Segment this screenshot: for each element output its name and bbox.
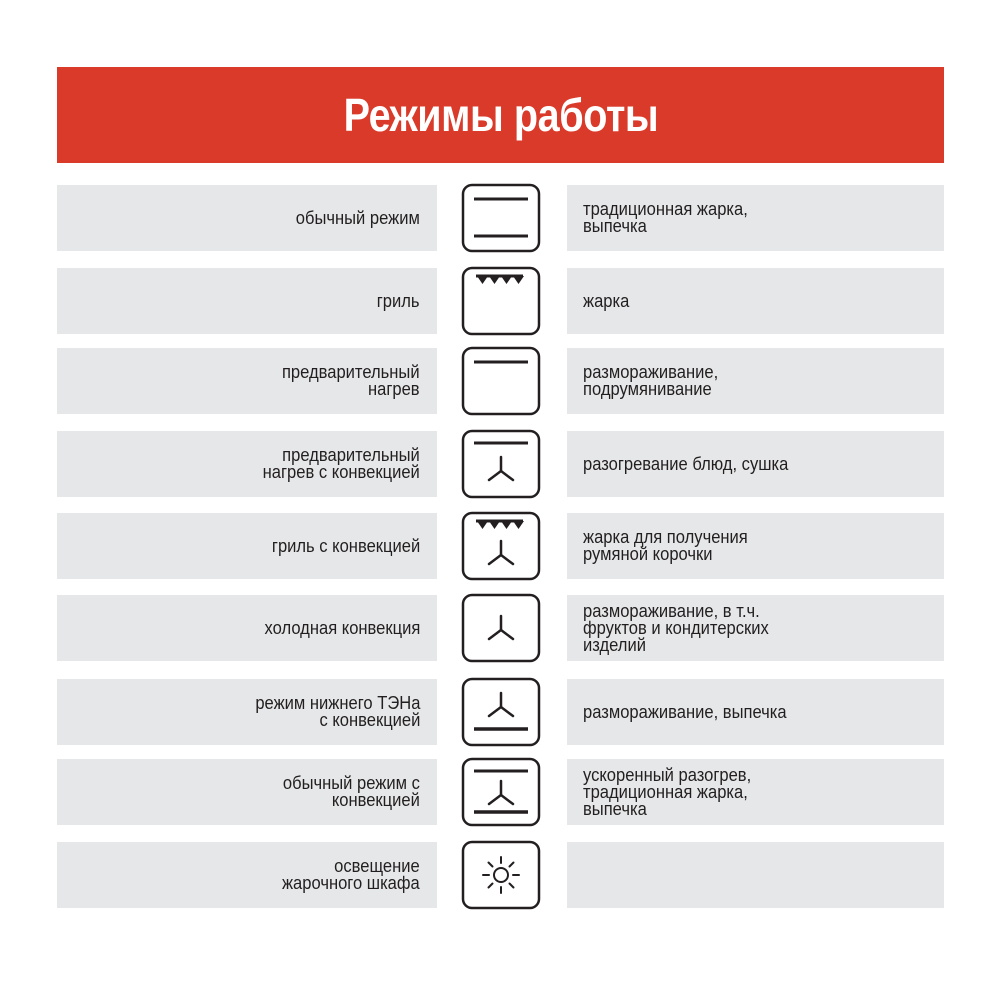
mode-description: жарка для получения румяной корочки [583,527,748,564]
mode-description: размораживание, подрумянивание [583,362,719,399]
mode-name: обычный режим [295,207,420,228]
mode-row-lamp [57,842,944,908]
mode-name-cell [57,595,437,661]
mode-name: режим нижнего ТЭНа с конвекцией [254,693,420,730]
mode-name: освещение жарочного шкафа [282,856,420,893]
top-heat-icon [461,346,541,416]
grill-icon [461,266,541,336]
fan-icon [461,593,541,663]
mode-description: традиционная жарка, выпечка [583,199,748,236]
mode-row-grill-convection [57,513,944,579]
mode-row-preheat [57,348,944,414]
mode-name: холодная конвекция [264,617,420,638]
bottom-heat-fan-icon [461,677,541,747]
mode-name-cell [57,513,437,579]
mode-description: жарка [583,290,630,311]
mode-name: предварительный нагрев с конвекцией [262,445,420,482]
mode-description: размораживание, выпечка [583,701,787,722]
top-bottom-heat-fan-icon [461,757,541,827]
title-banner [57,67,944,163]
mode-name: обычный режим с конвекцией [283,773,420,810]
mode-row-preheat-convection [57,431,944,497]
mode-description-cell [567,679,944,745]
mode-name-cell [57,679,437,745]
mode-name-cell [57,431,437,497]
mode-description-cell [567,759,944,825]
mode-name: гриль [377,290,420,311]
mode-row-normal-convection [57,759,944,825]
mode-name: гриль с конвекцией [271,535,420,556]
mode-name: предварительный нагрев [282,362,420,399]
mode-description-cell [567,595,944,661]
mode-row-bottom-heat-convection [57,679,944,745]
top-heat-fan-icon [461,429,541,499]
mode-description-cell [567,513,944,579]
mode-name-cell [57,268,437,334]
mode-description: разогревание блюд, сушка [583,453,789,474]
top-bottom-heat-icon [461,183,541,253]
mode-description-cell [567,348,944,414]
mode-row-cold-convection [57,595,944,661]
mode-description: ускоренный разогрев, традиционная жарка, выпечка [583,764,752,819]
page-title: Режимы работы [343,89,658,141]
mode-description-cell [567,431,944,497]
mode-description-cell [567,185,944,251]
mode-row-grill [57,268,944,334]
mode-description-cell [567,268,944,334]
mode-description-cell [567,842,944,908]
grill-fan-icon [461,511,541,581]
mode-row-normal [57,185,944,251]
mode-name-cell [57,759,437,825]
mode-name-cell [57,842,437,908]
mode-name-cell [57,348,437,414]
mode-description: размораживание, в т.ч. фруктов и кондитерских изделий [583,600,769,655]
lamp-icon [461,840,541,910]
mode-name-cell [57,185,437,251]
